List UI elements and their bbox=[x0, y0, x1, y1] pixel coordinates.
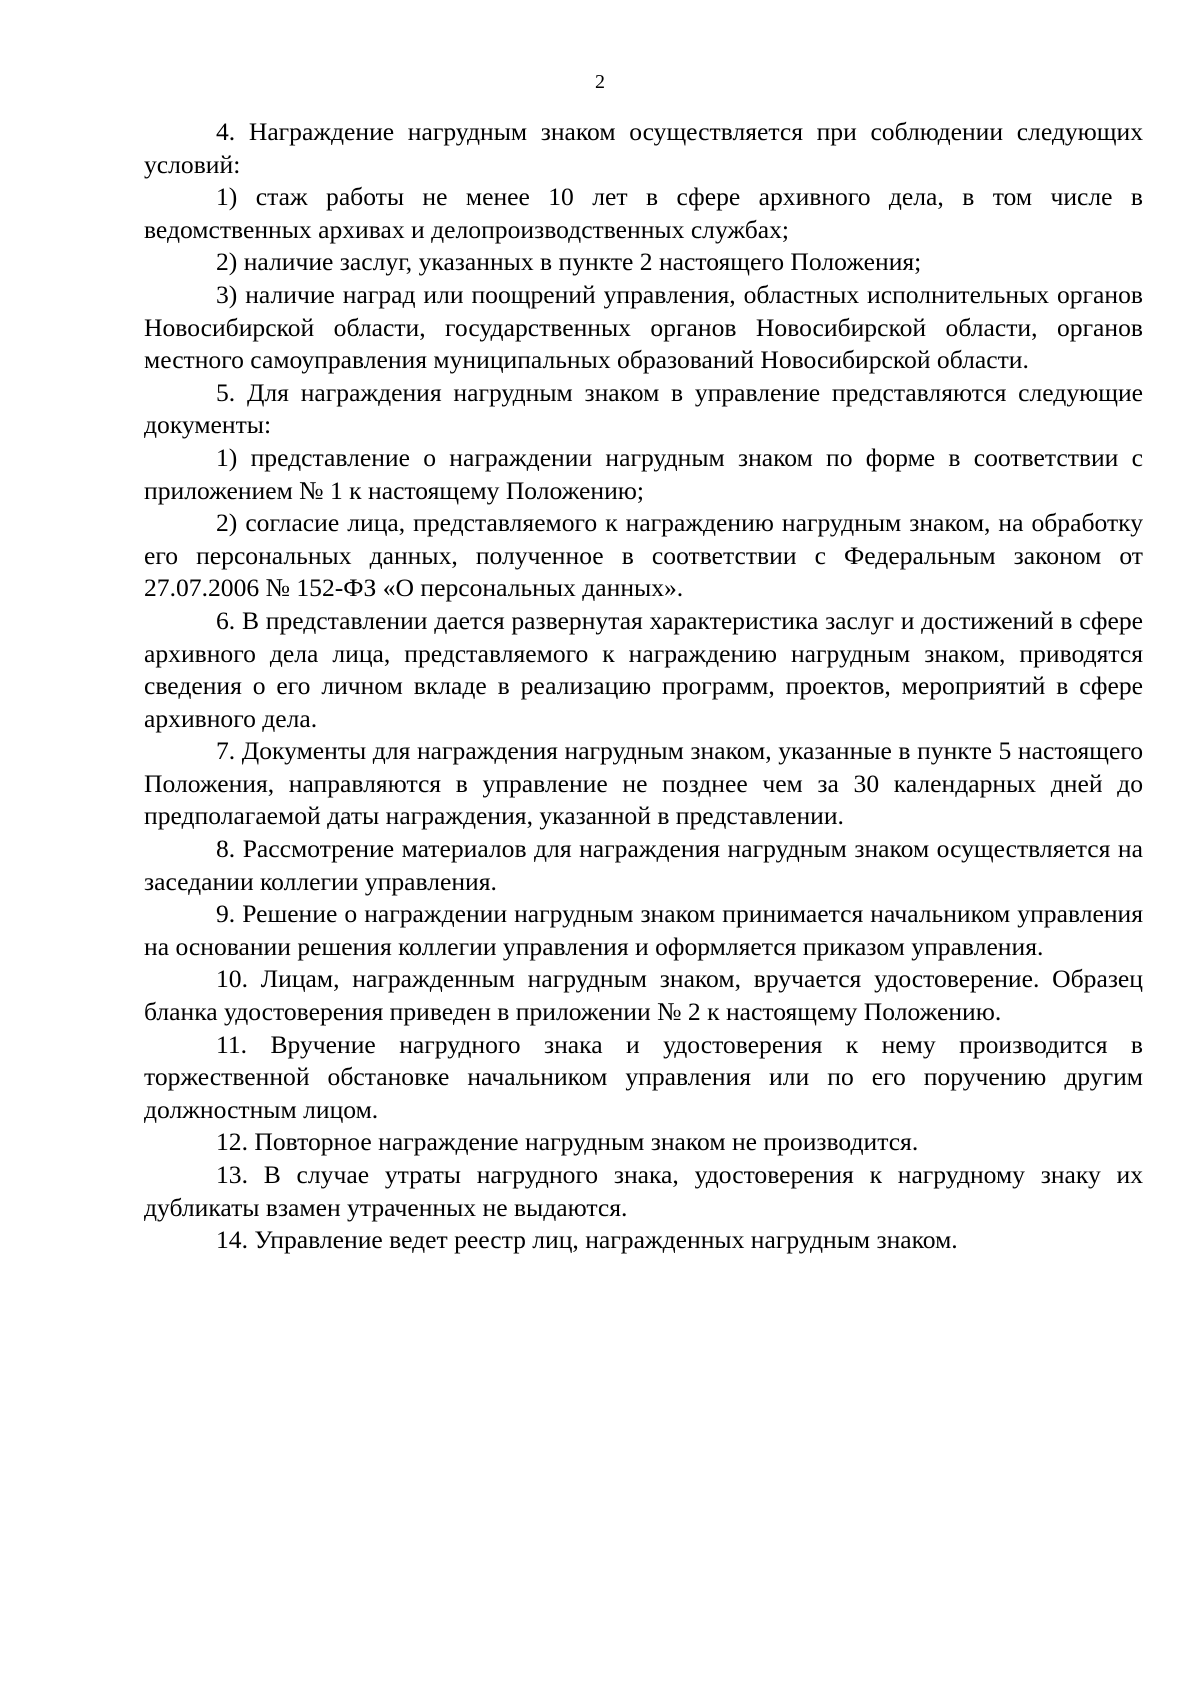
document-body bbox=[144, 116, 1143, 1257]
paragraph-10: 10. Лицам, награжденным нагрудным знаком, вручается удостоверение. Образец бланка удостоверения приведен в приложении № 2 к настоящему Положению. bbox=[144, 964, 1143, 1027]
paragraph-13: 13. В случае утраты нагрудного знака, удостоверения к нагрудному знаку их дубликаты взамен утраченных не выдаются. bbox=[144, 1160, 1143, 1222]
paragraph-8: 8. Рассмотрение материалов для награждения нагрудным знаком осуществляется на заседании коллегии управления. bbox=[144, 834, 1143, 896]
paragraph-4: 4. Награждение нагрудным знаком осуществляется при соблюдении следующих условий: bbox=[144, 117, 1143, 179]
paragraph-14: 14. Управление ведет реестр лиц, награжденных нагрудным знаком. bbox=[216, 1225, 958, 1255]
paragraph-11: 11. Вручение нагрудного знака и удостоверения к нему производится в торжественной обстановке начальником управления или по его поручению другим должностным лицом. bbox=[144, 1029, 1143, 1124]
paragraph-9: 9. Решение о награждении нагрудным знаком принимается начальником управления на основании решения коллегии управления и оформляется приказом управления. bbox=[144, 899, 1143, 961]
paragraph-5-1: 1) представление о награждении нагрудным знаком по форме в соответствии с приложением № 1 к настоящему Положению; bbox=[144, 442, 1143, 505]
paragraph-12: 12. Повторное награждение нагрудным знаком не производится. bbox=[216, 1127, 919, 1157]
page-number: 2 bbox=[595, 71, 605, 93]
paragraph-4-2: 2) наличие заслуг, указанных в пункте 2 настоящего Положения; bbox=[216, 247, 922, 277]
paragraph-4-1: 1) стаж работы не менее 10 лет в сфере архивного дела, в том числе в ведомственных архивах и делопроизводственных службах; bbox=[144, 182, 1143, 244]
paragraph-6: 6. В представлении дается развернутая характеристика заслуг и достижений в сфере архивного дела лица, представляемого к награждению нагрудным знаком, приводятся сведения о его личном вкладе в реализацию программ, проектов, мероприятий в сфере архивного дела. bbox=[144, 605, 1143, 733]
paragraph-4-3: 3) наличие наград или поощрений управления, областных исполнительных органов Новосибирской области, государственных органов Новосибирской области, органов местного самоуправления муниципальных образований Новосибирской области. bbox=[144, 279, 1143, 375]
paragraph-7: 7. Документы для награждения нагрудным знаком, указанные в пункте 5 настоящего Положения, направляются в управление не позднее чем за 30 календарных дней до предполагаемой даты награждения, указанной в представлении. bbox=[144, 736, 1143, 831]
paragraph-5-2: 2) согласие лица, представляемого к награждению нагрудным знаком, на обработку его персональных данных, полученное в соответствии с Федеральным законом от 27.07.2006 № 152-ФЗ «О персональных данных». bbox=[144, 508, 1143, 603]
paragraph-5: 5. Для награждения нагрудным знаком в управление представляются следующие документы: bbox=[144, 377, 1143, 440]
